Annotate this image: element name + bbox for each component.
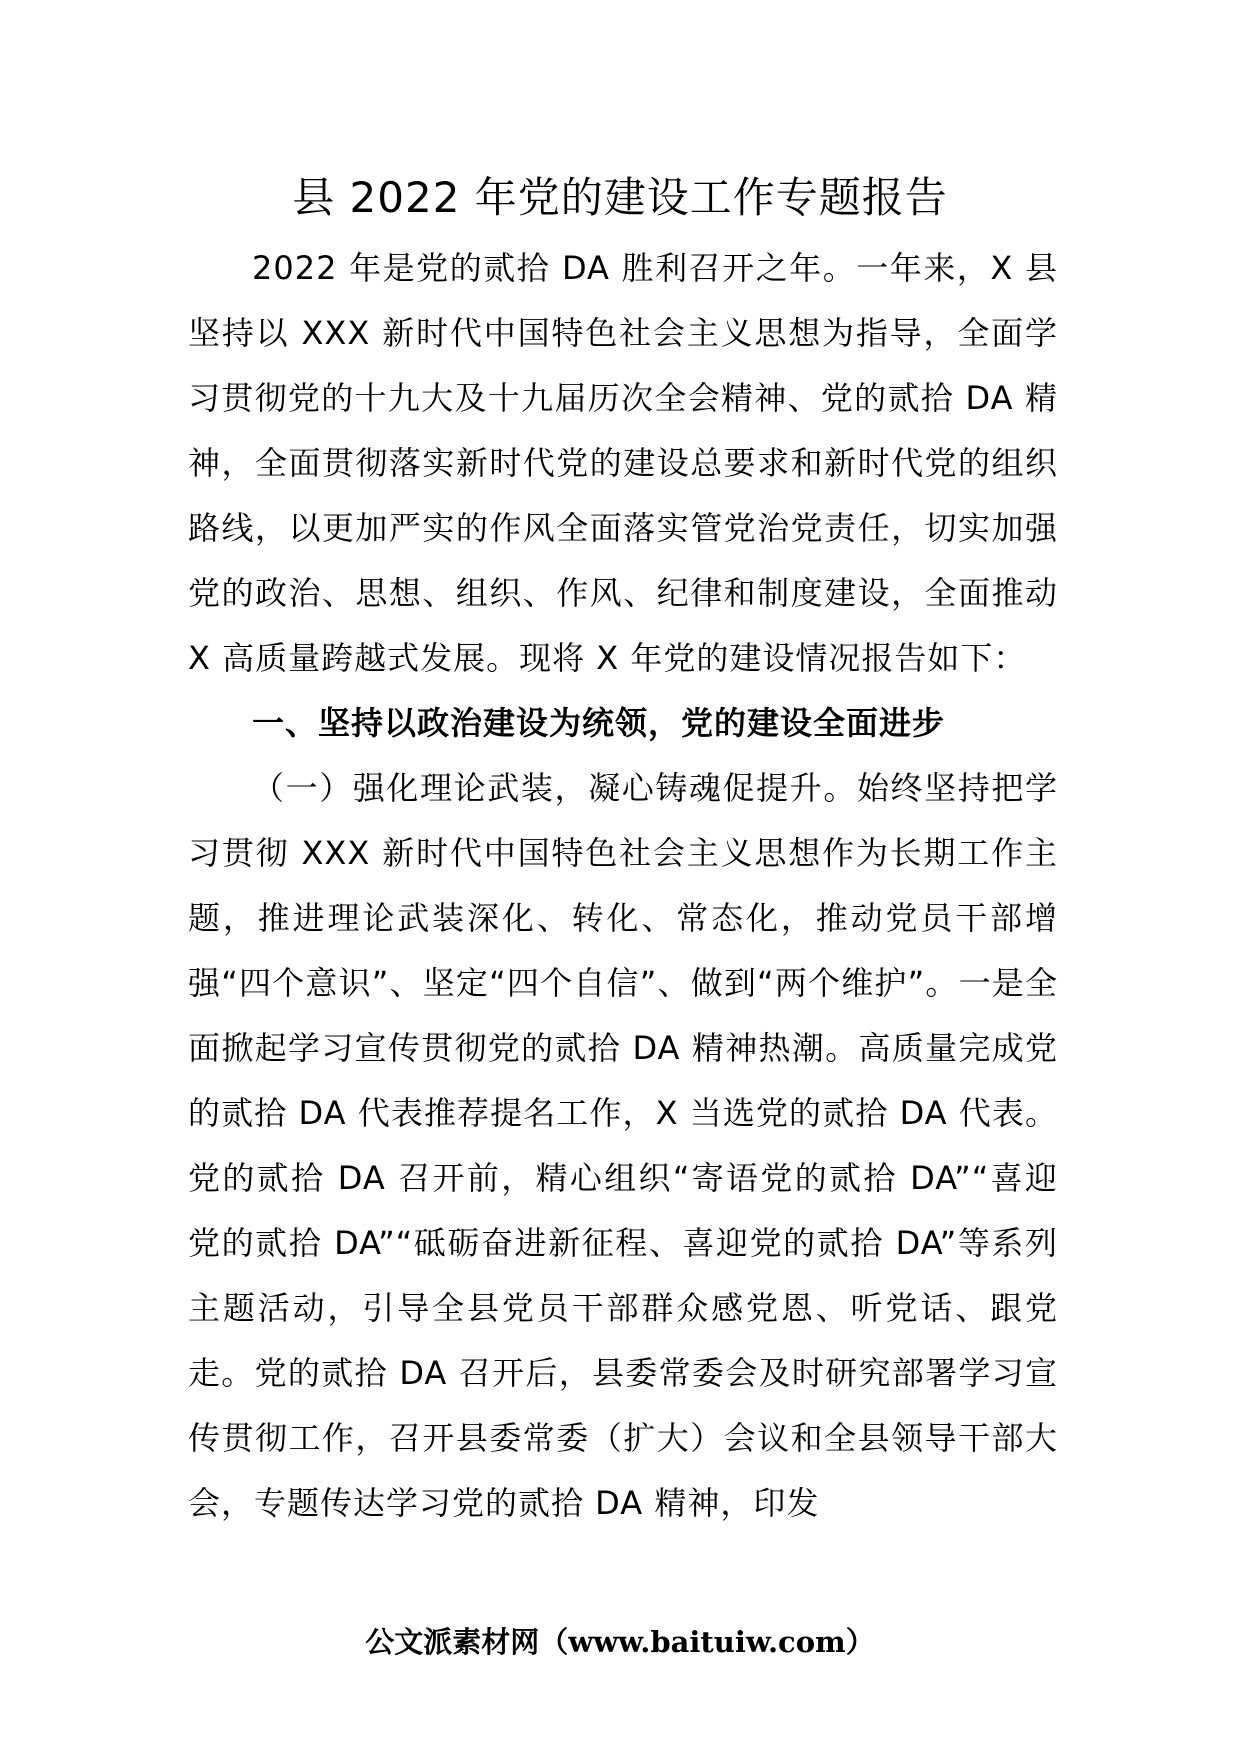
document-title: 县 2022 年党的建设工作专题报告 xyxy=(292,173,948,222)
document-body xyxy=(188,236,1058,1536)
section-heading: 一、坚持以政治建设为统领，党的建设全面进步 xyxy=(252,704,946,742)
subsection-paragraph: （一）强化理论武装，凝心铸魂促提升。始终坚持把学习贯彻 XXX 新时代中国特色社会主义思想作为长期工作主题，推进理论武装深化、转化、常态化，推动党员干部增强“四个意识”、坚定“四个自信”、做到“两个维护”。一是全面掀起学习宣传贯彻党的贰拾 DA 精神热潮。高质量完成党的贰拾 DA 代表推荐提名工作，X 当选党的贰拾 DA 代表。党的贰拾 DA 召开前，精心组织“寄语党的贰拾 DA”“喜迎党的贰拾 DA”“砥砺奋进新征程、喜迎党的贰拾 DA”等系列主题活动，引导全县党员干部群众感党恩、听党话、跟党走。党的贰拾 DA 召开后，县委常委会及时研究部署学习宣传贯彻工作，召开县委常委（扩大）会议和全县领导干部大会，专题传达学习党的贰拾 DA 精神，印发 xyxy=(188,769,1058,1522)
intro-paragraph: 2022 年是党的贰拾 DA 胜利召开之年。一年来，X 县坚持以 XXX 新时代中国特色社会主义思想为指导，全面学习贯彻党的十九大及十九届历次全会精神、党的贰拾 DA 精神，全面贯彻落实新时代党的建设总要求和新时代党的组织路线，以更加严实的作风全面落实管党治党责任，切实加强党的政治、思想、组织、作风、纪律和制度建设，全面推动 X 高质量跨越式发展。现将 X 年党的建设情况报告如下： xyxy=(188,249,1058,677)
footer-watermark: 公文派素材网（www.baituiw.com） xyxy=(365,1625,875,1659)
